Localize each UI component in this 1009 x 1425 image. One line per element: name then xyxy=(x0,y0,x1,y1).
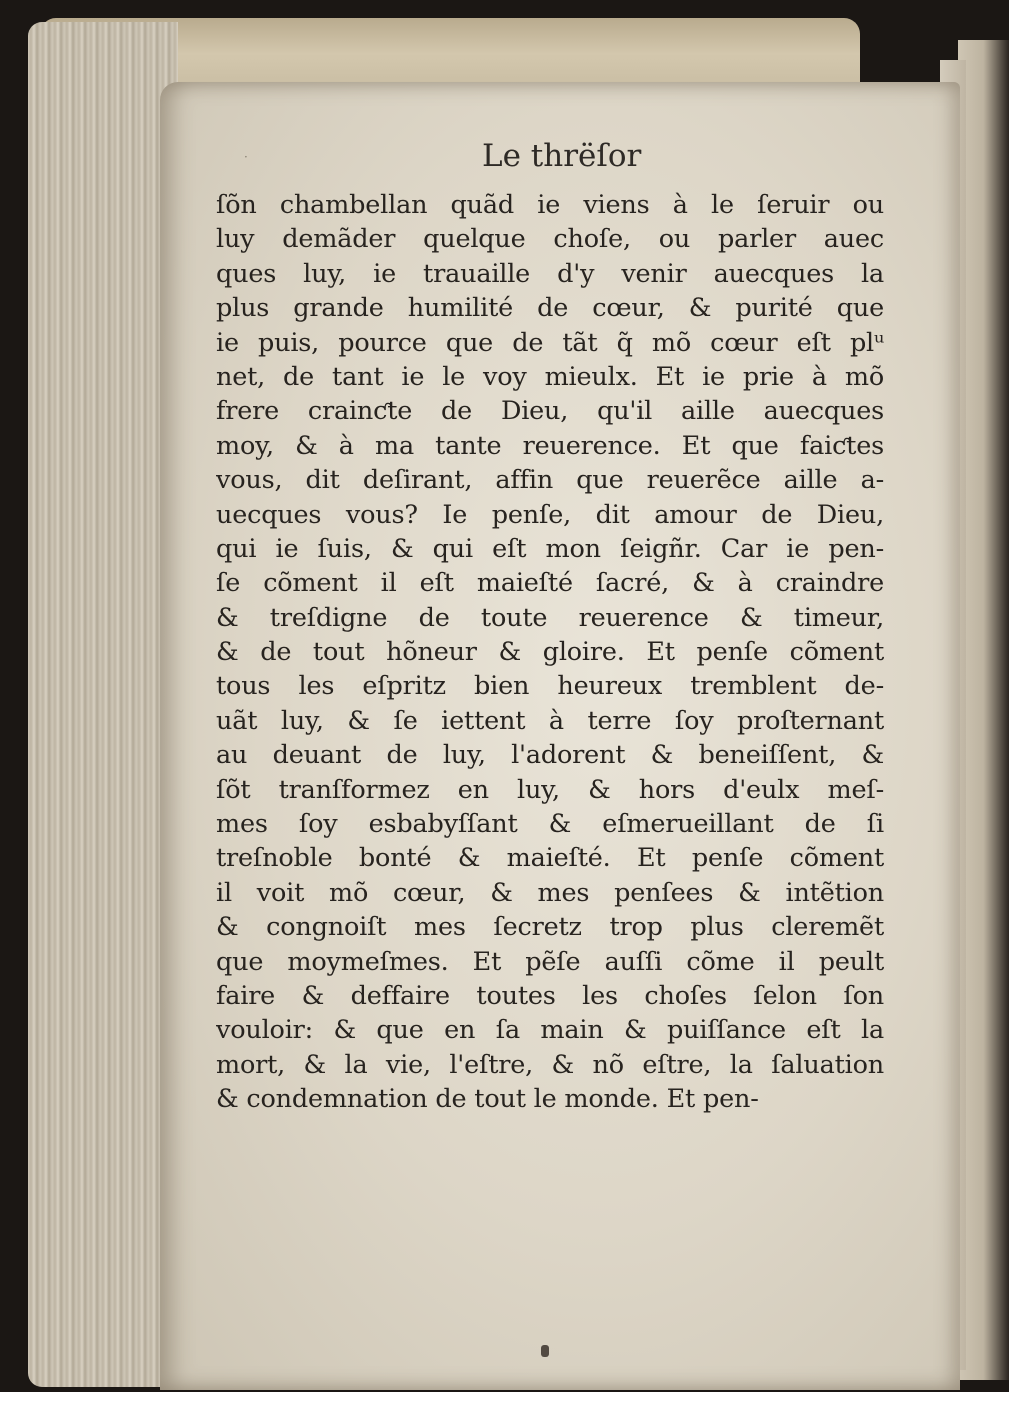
text-line: il voit mõ cœur, & mes penſees & intẽtion xyxy=(216,877,884,908)
text-line: qui ie ſuis, & qui eſt mon ſeigñr. Car ie pen- xyxy=(216,533,884,564)
text-line: uecques vous? Ie penſe, dit amour de Dieu, xyxy=(216,499,884,530)
text-line: ques luy, ie trauaille d'y venir auecques la xyxy=(216,258,884,289)
text-line: ie puis, pource que de tãt q̃ mõ cœur eſt plᵘ xyxy=(216,327,884,358)
body-text xyxy=(216,188,884,1117)
text-line: ſõn chambellan quãd ie viens à le ſeruir ou xyxy=(216,190,884,220)
text-line: & condemnation de tout le monde. Et pen- xyxy=(216,1084,759,1115)
text-line: luy demãder quelque choſe, ou parler auec xyxy=(216,224,884,255)
text-line: ſe cõment il eſt maieſté ſacré, & à craindre xyxy=(216,568,884,599)
text-line: mes ſoy esbabyſſant & eſmerueillant de ſi xyxy=(216,809,884,840)
text-line: ſõt tranſformez en luy, & hors d'eulx meſ- xyxy=(216,774,884,805)
text-line: faire & deffaire toutes les choſes ſelon ſon xyxy=(216,980,884,1011)
text-line: treſnoble bonté & maieſté. Et penſe cõment xyxy=(216,843,884,874)
text-line: au deuant de luy, l'adorent & beneiſſent, & xyxy=(216,740,884,771)
text-line: plus grande humilité de cœur, & purité que xyxy=(216,293,884,324)
printer-mark xyxy=(541,1345,549,1357)
text-line: mort, & la vie, l'eſtre, & nõ eſtre, la ſaluation xyxy=(216,1049,884,1080)
text-line: moy, & à ma tante reuerence. Et que faiƈtes xyxy=(216,430,884,461)
text-line: tous les eſpritz bien heureux tremblent de- xyxy=(216,671,884,702)
scan-margin xyxy=(0,1392,1009,1425)
page-block-edge xyxy=(28,22,178,1387)
ink-speck: · xyxy=(244,150,248,164)
text-line: vouloir: & que en ſa main & puiſſance eſt la xyxy=(216,1015,884,1046)
text-line: que moymeſmes. Et pẽſe auſſi cõme il peult xyxy=(216,946,884,977)
running-head: Le thrëſor xyxy=(482,138,642,174)
text-line: uãt luy, & ſe iettent à terre ſoy proſternant xyxy=(216,705,884,736)
text-line: net, de tant ie le voy mieulx. Et ie prie à mõ xyxy=(216,361,884,392)
text-line: vous, dit deſirant, affin que reuerẽce aille a- xyxy=(216,465,884,496)
text-line: frere crainƈte de Dieu, qu'il aille auecques xyxy=(216,396,884,427)
text-line: & de tout hõneur & gloire. Et penſe cõment xyxy=(216,637,884,668)
text-line: & treſdigne de toute reuerence & timeur, xyxy=(216,602,884,633)
text-line: & congnoiſt mes ſecretz trop plus cleremẽt xyxy=(216,912,884,943)
